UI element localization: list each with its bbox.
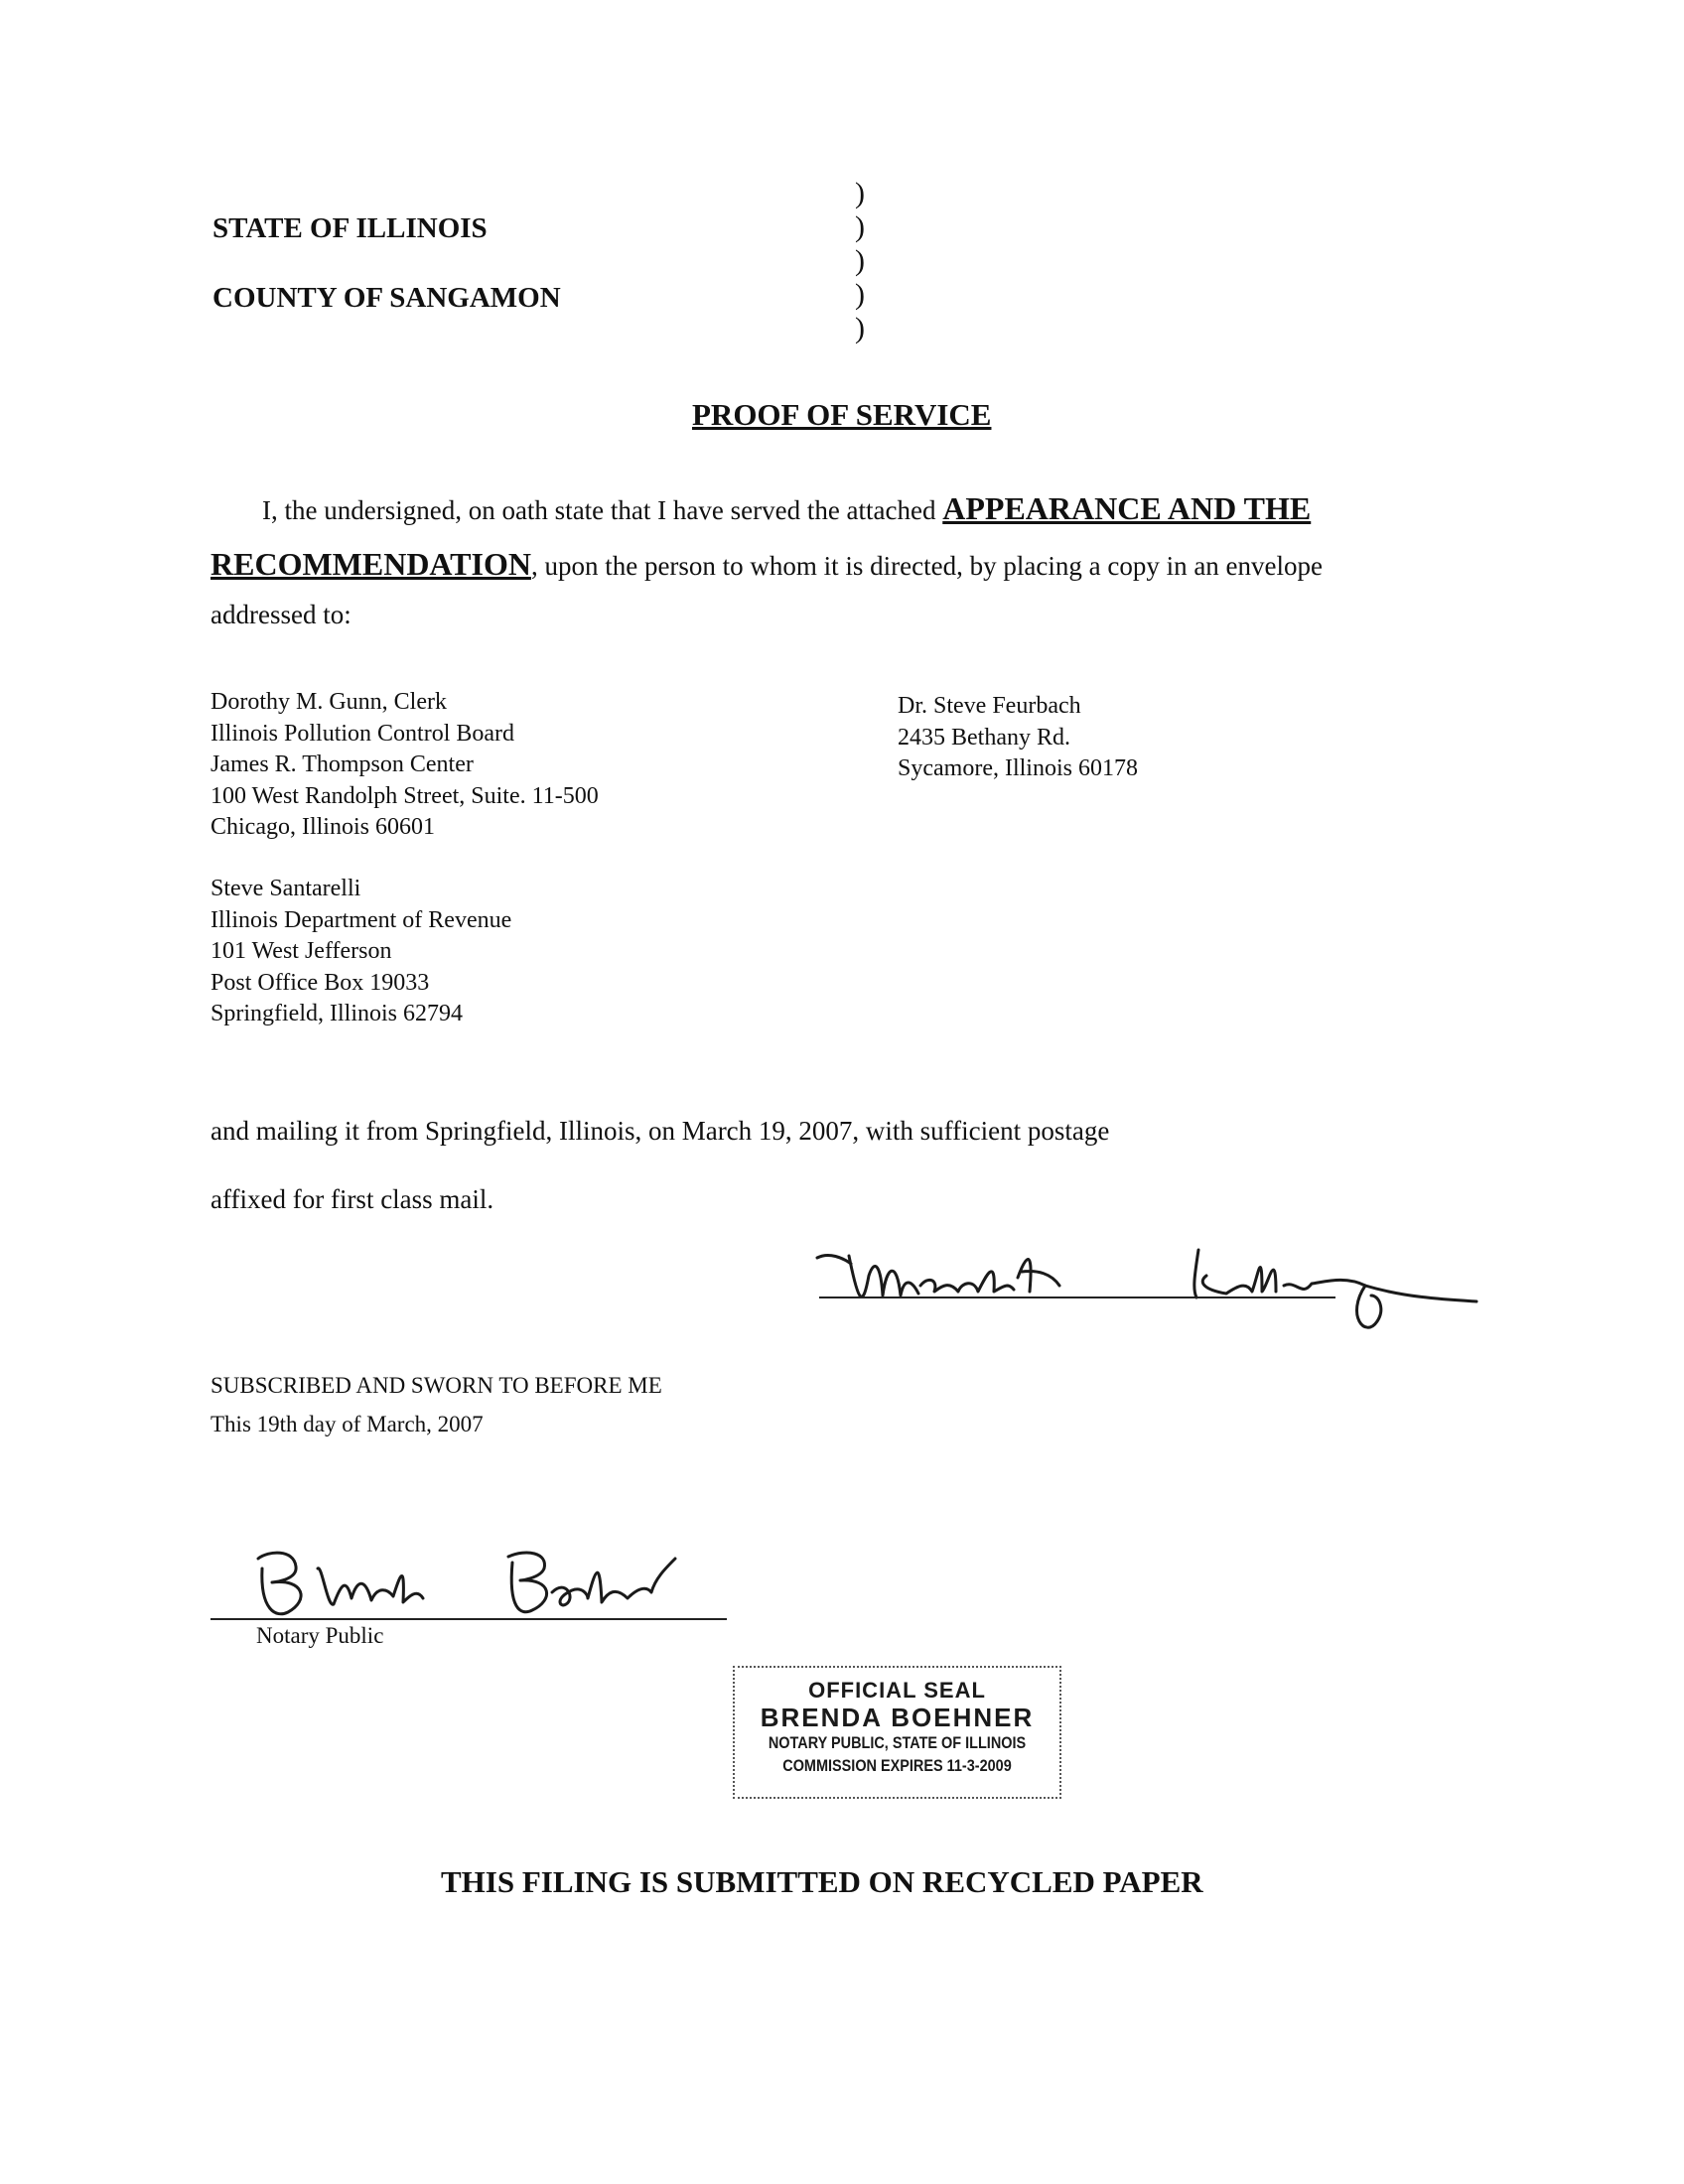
intro-text-continued: , upon the person to whom it is directed, by placing a copy in an envelope — [530, 551, 1324, 581]
mailing-statement-line-1: and mailing it from Springfield, Illinois, on March 19, 2007, with sufficient postage — [210, 1116, 1110, 1146]
address-line: 101 West Jefferson — [210, 938, 392, 964]
caption-brackets — [855, 177, 865, 345]
jurat-line-2: This 19th day of March, 2007 — [210, 1412, 484, 1436]
address-line: 100 West Randolph Street, Suite. 11-500 — [210, 782, 599, 809]
county-caption: COUNTY OF SANGAMON — [212, 282, 561, 314]
address-line: Dr. Steve Feurbach — [898, 693, 1081, 719]
affiant-signature-line — [819, 1297, 1335, 1298]
seal-commission-expiry: COMMISSION EXPIRES 11-3-2009 — [782, 1756, 1012, 1775]
official-seal-stamp — [733, 1666, 1061, 1799]
caption-bracket: ) — [855, 312, 865, 344]
address-line: Illinois Department of Revenue — [210, 906, 512, 933]
seal-title: OFFICIAL SEAL — [808, 1678, 986, 1703]
address-line: James R. Thompson Center — [210, 751, 474, 777]
jurat-line-1: SUBSCRIBED AND SWORN TO BEFORE ME — [210, 1373, 662, 1398]
affiant-signature — [809, 1236, 1484, 1345]
address-line: Springfield, Illinois 62794 — [210, 1001, 463, 1026]
notary-signature-line — [210, 1618, 727, 1620]
intro-line-2 — [210, 546, 1323, 583]
intro-line-1 — [262, 490, 1311, 527]
address-line: Steve Santarelli — [210, 876, 361, 901]
caption-bracket: ) — [855, 177, 865, 209]
address-line: Sycamore, Illinois 60178 — [898, 755, 1138, 781]
recycled-paper-notice: THIS FILING IS SUBMITTED ON RECYCLED PAPER — [441, 1864, 1203, 1899]
address-line: Chicago, Illinois 60601 — [210, 814, 435, 840]
address-line: Dorothy M. Gunn, Clerk — [210, 689, 447, 715]
address-line: 2435 Bethany Rd. — [898, 724, 1070, 751]
state-caption: STATE OF ILLINOIS — [212, 212, 488, 244]
notary-signature — [238, 1539, 755, 1628]
mailing-statement-line-2: affixed for first class mail. — [210, 1184, 494, 1214]
caption-bracket: ) — [855, 244, 865, 277]
served-document-title-2: RECOMMENDATION — [210, 546, 531, 582]
addressee-block — [210, 874, 511, 1030]
notary-public-label: Notary Public — [256, 1623, 384, 1648]
address-line: Illinois Pollution Control Board — [210, 720, 515, 747]
intro-line-3: addressed to: — [210, 600, 351, 629]
caption-bracket: ) — [855, 278, 865, 311]
caption-bracket: ) — [855, 210, 865, 243]
served-document-title-1: APPEARANCE AND THE — [942, 490, 1312, 526]
intro-text: I, the undersigned, on oath state that I have served the attached — [262, 495, 936, 525]
document-title: PROOF OF SERVICE — [692, 397, 992, 432]
addressee-block — [898, 691, 1138, 785]
address-line: Post Office Box 19033 — [210, 969, 430, 996]
seal-notary-state: NOTARY PUBLIC, STATE OF ILLINOIS — [768, 1733, 1027, 1752]
addressee-block — [210, 687, 599, 844]
seal-notary-name: BRENDA BOEHNER — [760, 1703, 1035, 1732]
